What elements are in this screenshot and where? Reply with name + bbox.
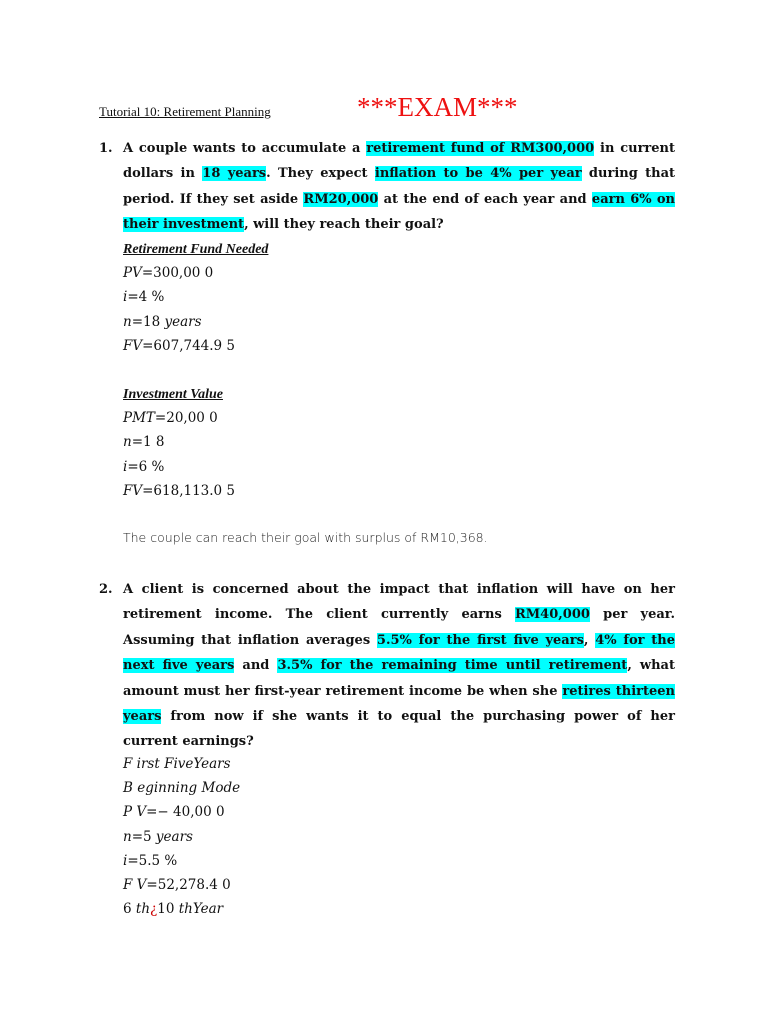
pv-line xyxy=(123,261,268,285)
val: =− 40,00 0 xyxy=(146,804,225,821)
text-run: , xyxy=(583,632,596,648)
val: =4 % xyxy=(127,289,165,306)
text-run: 10 xyxy=(157,901,179,918)
val: =52,278.4 0 xyxy=(146,876,231,893)
question-text xyxy=(123,577,675,755)
val: =607,744.9 5 xyxy=(142,337,236,354)
highlight: retires thirteen years xyxy=(123,683,675,725)
beginning-mode: B eginning Mode xyxy=(123,780,241,797)
var: FV xyxy=(123,337,143,354)
pv-line xyxy=(123,800,240,824)
text-run: A couple wants to accumulate a xyxy=(123,141,367,156)
var: PMT xyxy=(123,410,155,427)
highlight: inflation to be 4% per year xyxy=(374,166,582,182)
i-line xyxy=(123,285,268,309)
highlight: retirement fund of RM300,000 xyxy=(366,141,595,156)
text-run: and xyxy=(234,658,278,674)
val: =1 8 xyxy=(131,434,165,451)
n-line xyxy=(123,430,235,454)
text-run: from now if she wants it to equal the purchasing power of her current earnings? xyxy=(123,709,675,750)
val: =5 xyxy=(131,828,156,845)
highlight: 5.5% for the first five years xyxy=(376,632,584,648)
text-run: 6 xyxy=(123,901,136,918)
var: P V xyxy=(123,804,147,821)
question-text xyxy=(123,136,675,238)
val: =20,00 0 xyxy=(154,410,218,427)
fund-needed-heading: Retirement Fund Needed xyxy=(123,242,269,257)
var: F V xyxy=(123,876,147,893)
var: i xyxy=(123,458,128,475)
pmt-line xyxy=(123,406,235,430)
fv-line xyxy=(123,334,268,358)
unit: years xyxy=(155,828,193,845)
val: =6 % xyxy=(127,458,165,475)
text-run: . They expect xyxy=(266,166,375,182)
highlight: RM20,000 xyxy=(303,191,379,207)
text-run: , what amount must her first-year retirement income be when she xyxy=(123,658,675,699)
i-line xyxy=(123,455,235,479)
first-five-years-block xyxy=(123,752,240,921)
broken-glyph: ¿ xyxy=(150,901,158,918)
text-run: per year. Assuming that inflation averages xyxy=(123,607,675,648)
tutorial-title: Tutorial 10: Retirement Planning xyxy=(99,104,271,119)
val: =5.5 % xyxy=(127,852,178,869)
text-run: during that period. If they set aside xyxy=(123,166,676,207)
var: n xyxy=(123,434,132,451)
val: =618,113.0 5 xyxy=(142,482,236,499)
text-run: , will they reach their goal? xyxy=(244,217,444,233)
highlight: 18 years xyxy=(202,166,267,182)
highlight: 3.5% for the remaining time until retirement xyxy=(277,658,628,674)
unit: years xyxy=(164,313,202,330)
text-run: at the end of each year and xyxy=(378,191,592,207)
fv-line xyxy=(123,479,235,503)
var: FV xyxy=(123,482,143,499)
investment-block xyxy=(123,382,235,503)
question-1 xyxy=(99,136,675,238)
val: =18 xyxy=(131,313,165,330)
text-run: th xyxy=(135,901,151,918)
highlight: 4% for the next five years xyxy=(123,632,675,674)
var: PV xyxy=(123,265,142,282)
val: =300,00 0 xyxy=(141,265,214,282)
i-line xyxy=(123,849,240,873)
fund-needed-block xyxy=(123,237,268,358)
n-line xyxy=(123,825,240,849)
first-five-title: F irst FiveYears xyxy=(123,756,231,772)
investment-heading: Investment Value xyxy=(123,387,223,402)
fv-line xyxy=(123,873,240,897)
text-run: thYear xyxy=(178,901,224,918)
var: n xyxy=(123,313,132,330)
next-period-line xyxy=(123,897,240,921)
exam-tag: ***EXAM*** xyxy=(357,92,518,122)
conclusion-text: The couple can reach their goal with surplus of RM10,368. xyxy=(123,530,488,545)
n-line xyxy=(123,310,268,334)
question-2 xyxy=(99,577,675,755)
var: n xyxy=(123,828,132,845)
text-run: A client is concerned about the impact that inflation will have on her retirement income. The client currently earns xyxy=(123,582,675,623)
highlight: RM40,000 xyxy=(514,607,590,623)
var: i xyxy=(123,289,128,306)
question-number: 1. xyxy=(99,141,113,156)
question-number: 2. xyxy=(99,582,113,597)
highlight: earn 6% on their investment xyxy=(123,191,675,233)
var: i xyxy=(123,852,128,869)
text-run: in current dollars in xyxy=(123,141,675,182)
